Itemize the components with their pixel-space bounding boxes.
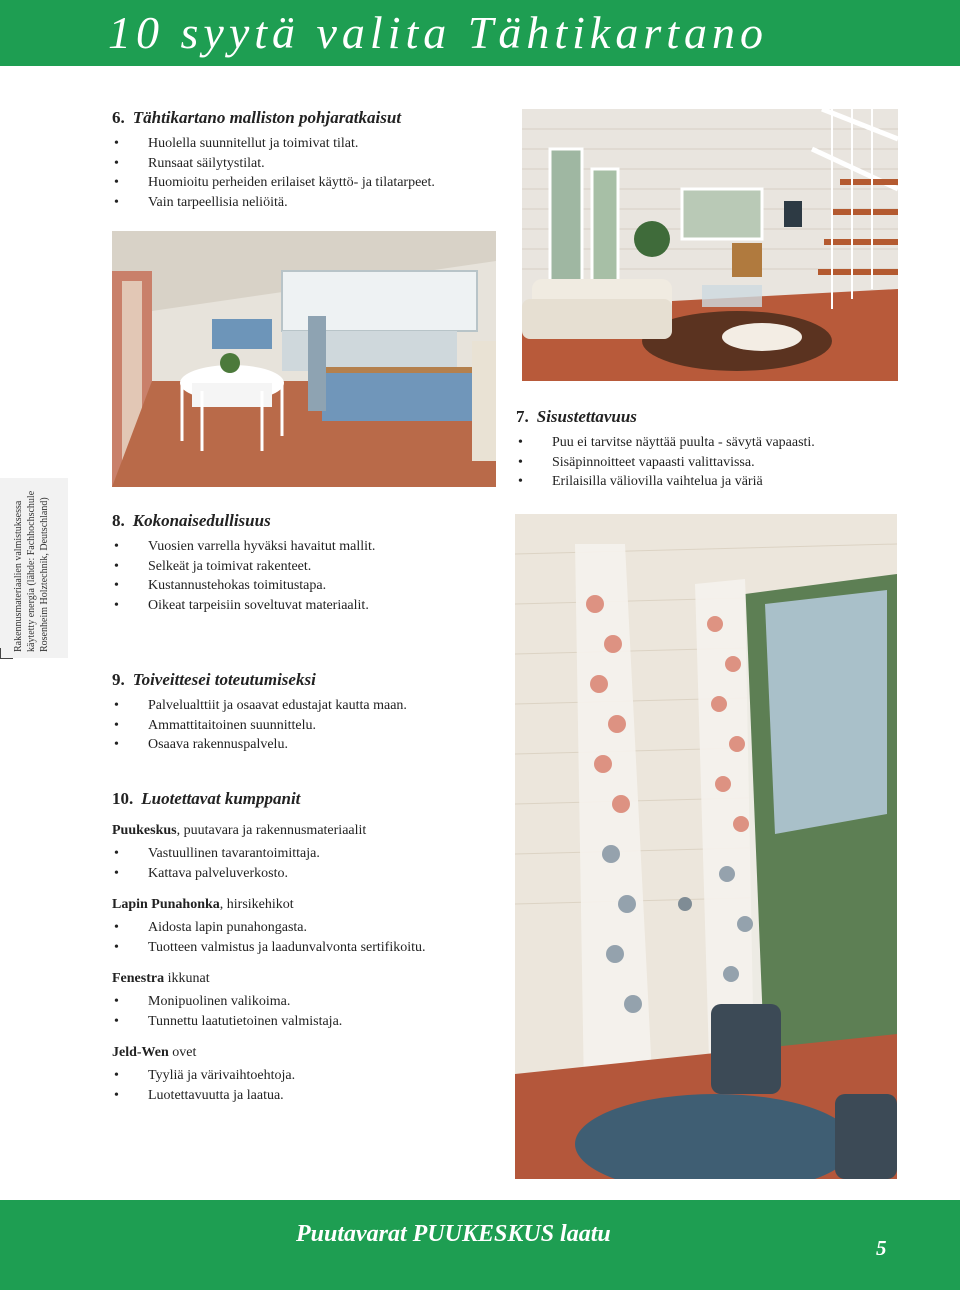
partner-fenestra: Fenestra ikkunat	[112, 971, 210, 986]
section-8-list	[112, 537, 375, 615]
list-item: • Vastuullinen tavarantoimittaja.	[112, 844, 426, 864]
section-9-title: 9. Toiveittesei toteutumiseksi	[112, 670, 316, 689]
partner-fenestra-list	[112, 992, 426, 1031]
sidebar-mark	[0, 648, 13, 659]
curtain-room-photo	[515, 514, 897, 1179]
sidebar-caption: Rakennusmateriaalien valmistuksessa käytetty energia (lähde: Fachhochschule Rosenheim Holztechnik, Deutschland)	[13, 490, 50, 652]
list-item: • Luotettavuutta ja laatua.	[112, 1086, 426, 1106]
list-item: • Vain tarpeellisia neliöitä.	[112, 193, 435, 213]
section-10	[112, 789, 426, 1105]
list-item: • Vuosien varrella hyväksi havaitut mallit.	[112, 537, 375, 557]
list-item: • Oikeat tarpeisiin soveltuvat materiaalit.	[112, 596, 375, 616]
section-7	[516, 407, 815, 492]
page-number: 5	[876, 1236, 887, 1260]
list-item: • Tuotteen valmistus ja laadunvalvonta sertifikoitu.	[112, 938, 426, 958]
section-10-title: 10. Luotettavat kumppanit	[112, 789, 301, 808]
section-8-title: 8. Kokonaisedullisuus	[112, 511, 271, 530]
list-item: • Runsaat säilytystilat.	[112, 154, 435, 174]
list-item: • Monipuolinen valikoima.	[112, 992, 426, 1012]
section-7-title: 7. Sisustettavuus	[516, 407, 637, 426]
partner-puukeskus-list	[112, 844, 426, 883]
section-9-list	[112, 696, 407, 755]
list-item: • Aidosta lapin punahongasta.	[112, 918, 426, 938]
list-item: • Tyyliä ja värivaihtoehtoja.	[112, 1066, 426, 1086]
list-item: • Palvelualttiit ja osaavat edustajat kautta maan.	[112, 696, 407, 716]
living-room-photo	[522, 109, 898, 381]
footer-slogan: Puutavarat PUUKESKUS laatu	[296, 1221, 611, 1247]
kitchen-photo	[112, 231, 496, 487]
list-item: • Kattava palveluverkosto.	[112, 864, 426, 884]
list-item: • Huolella suunnitellut ja toimivat tilat.	[112, 134, 435, 154]
sidebar-caption-box	[0, 478, 68, 658]
list-item: • Selkeät ja toimivat rakenteet.	[112, 557, 375, 577]
list-item: • Ammattitaitoinen suunnittelu.	[112, 716, 407, 736]
list-item: • Huomioitu perheiden erilaiset käyttö- ja tilatarpeet.	[112, 173, 435, 193]
section-6-list	[112, 134, 435, 212]
list-item: • Osaava rakennuspalvelu.	[112, 735, 407, 755]
partner-lapin-punahonka: Lapin Punahonka, hirsikehikot	[112, 897, 294, 912]
list-item: • Erilaisilla väliovilla vaihtelua ja väriä	[516, 472, 815, 492]
list-item: • Sisäpinnoitteet vapaasti valittavissa.	[516, 453, 815, 473]
list-item: • Puu ei tarvitse näyttää puulta - sävytä vapaasti.	[516, 433, 815, 453]
section-7-list	[516, 433, 815, 492]
partner-jeld-wen: Jeld-Wen ovet	[112, 1045, 197, 1060]
section-6-title: 6. Tähtikartano malliston pohjaratkaisut	[112, 108, 402, 127]
page-title: 10 syytä valita Tähtikartano	[108, 7, 769, 58]
list-item: • Kustannustehokas toimitustapa.	[112, 576, 375, 596]
section-8	[112, 511, 375, 615]
partner-jeld-wen-list	[112, 1066, 426, 1105]
section-9	[112, 670, 407, 755]
partner-puukeskus: Puukeskus, puutavara ja rakennusmateriaalit	[112, 823, 367, 838]
list-item: • Tunnettu laatutietoinen valmistaja.	[112, 1012, 426, 1032]
section-6	[112, 108, 435, 212]
partner-lapin-punahonka-list	[112, 918, 426, 957]
